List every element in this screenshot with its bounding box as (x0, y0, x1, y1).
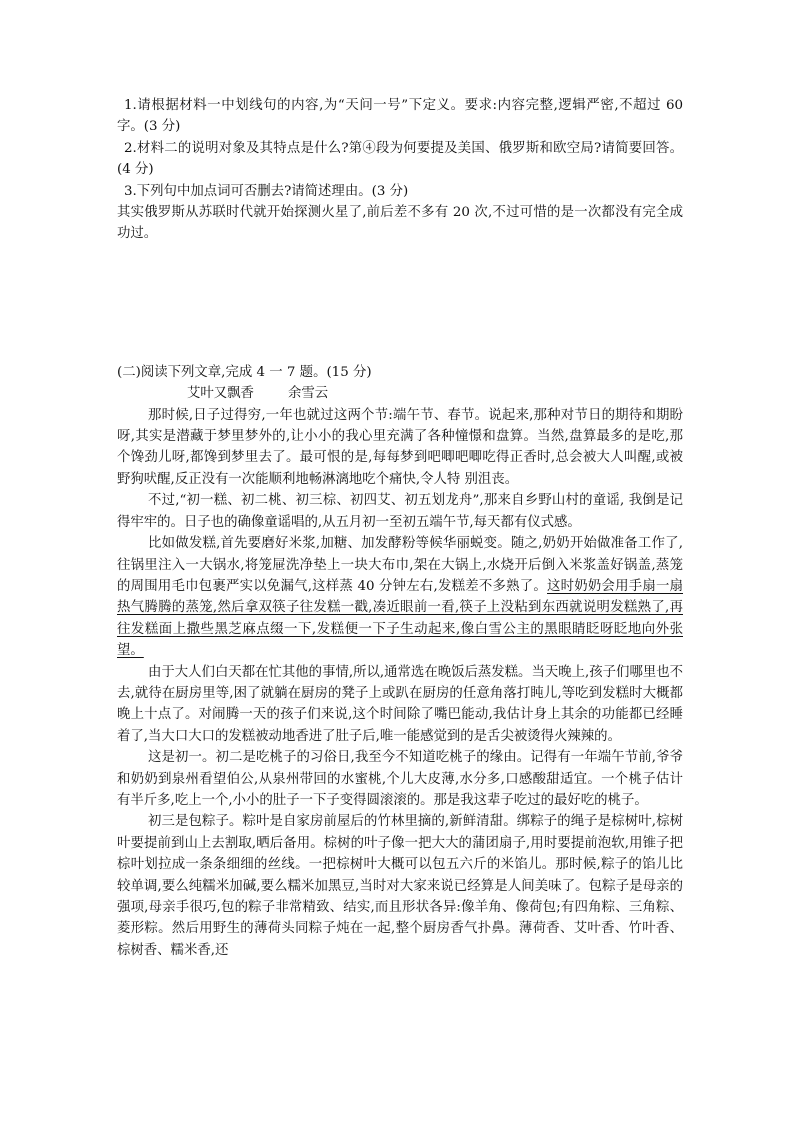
article-title: 艾叶又飘香 (187, 386, 254, 402)
article-paragraph-3 (117, 533, 683, 661)
article-paragraph-4: 由于大人们白天都在忙其他的事情,所以,通常选在晚饭后蒸发糕。当天晚上,孩子们哪里也不去,就待在厨房里等,困了就躺在厨房的凳子上或趴在厨房的任意角落打盹儿,等吃到发糕时大概都晚上十点了。对闹腾一天的孩子们来说,这个时间除了嘴巴能动,我估计身上其余的功能都已经睡着了,当大口大口的发糕被动地香进了肚子后,唯一能感觉到的是舌尖被烫得火辣辣的。 (117, 664, 684, 744)
article-paragraph-1: 那时候,日子过得穷,一年也就过这两个节:端午节、春节。说起来,那种对节日的期待和期盼呀,其实是潜藏于梦里梦外的,让小小的我心里充满了各种憧憬和盘算。当然,盘算最多的是吃,那个馋劲儿呀,都馋到梦里去了。最可恨的是,每每梦到吧唧吧唧吃得正香时,总会被大人叫醒,或被野狗吠醒,反正没有一次能顺利地畅淋漓地吃个痛快,令人特 别沮丧。 (117, 407, 683, 487)
paragraph-3-text: 比如做发糕,首先要磨好米浆,加糖、加发酵粉等候华丽蜕变。随之,奶奶开始做准备工作了,往锅里注入一大锅水,将笼屉洗净垫上一块大布巾,架在大锅上,水烧开后倒入米浆盖好锅盖,蒸笼的周围用毛巾包裹严实以免漏气,这样蒸 40 分钟左右,发糕差不多熟了。 (117, 536, 683, 594)
article-paragraph-5: 这是初一。初二是吃桃子的习俗日,我至今不知道吃桃子的缘由。记得有一年端午节前,爷爷和奶奶到泉州看望伯公,从泉州带回的水蜜桃,个儿大皮薄,水分多,口感酸甜适宜。一个桃子估计有半斤多,吃上一个,小小的肚子一下子变得圆滚滚的。那是我这辈子吃过的最好吃的桃子。 (117, 750, 683, 808)
underlined-passage: 这时奶奶会用手扇一扇热气腾腾的蒸笼,然后拿双筷子往发糕一戳,凑近眼前一看,筷子上没粘到东西就说明发糕熟了,再往发糕面上撒些黑芝麻点缀一下,发糕便一下子生动起来,像白雪公主的黑眼睛眨呀眨地向外张望。 (117, 578, 683, 659)
question-2: 2.材料二的说明对象及其特点是什么?第④段为何要提及美国、俄罗斯和欧空局?请简要回答。(4 分) (117, 140, 683, 178)
article-title-line (117, 383, 683, 404)
question-3-sentence: 其实俄罗斯从苏联时代就开始探测火星了,前后差不多有 20 次,不过可惜的是一次都没有完全成功过。 (117, 205, 683, 242)
article-author: 余雪云 (287, 386, 329, 402)
section-heading: (二)阅读下列文章,完成 4 一 7 题。(15 分) (117, 364, 372, 380)
article-paragraph-6: 初三是包粽子。粽叶是自家房前屋后的竹林里摘的,新鲜清甜。绑粽子的绳子是棕树叶,棕树叶要提前到山上去割取,晒后备用。棕树的叶子像一把大大的蒲团扇子,用时要提前泡软,用锥子把棕叶划拉成一条条细细的丝线。一把棕树叶大概可以包五六斤的米馅儿。那时候,粽子的馅儿比较单调,要么纯糯米加碱,要么糯米加黑豆,当时对大家来说已经算是人间美味了。包粽子是母亲的强项,母亲手很巧,包的粽子非常精致、结实,而且形状各异:像羊角、像荷包;有四角粽、三角粽、菱形粽。然后用野生的薄荷头同粽子炖在一起,整个厨房香气扑鼻。薄荷香、艾叶香、竹叶香、棕树香、糯米香,还 (117, 814, 683, 958)
question-1: 1.请根据材料一中划线句的内容,为“天问一号”下定义。要求:内容完整,逻辑严密,不超过 60 字。(3 分) (117, 98, 683, 135)
article-paragraph-2: 不过,“初一糕、初二桃、初三棕、初四艾、初五划龙舟”,那来自乡野山村的童谣, 我倒是记得牢牢的。日子也的确像童谣唱的,从五月初一至初五端午节,每天都有仪式感。 (117, 493, 683, 530)
exam-page (117, 95, 683, 961)
question-3: 3.下列句中加点词可否删去?请简述理由。(3 分) (124, 183, 409, 199)
answer-space (117, 245, 683, 362)
